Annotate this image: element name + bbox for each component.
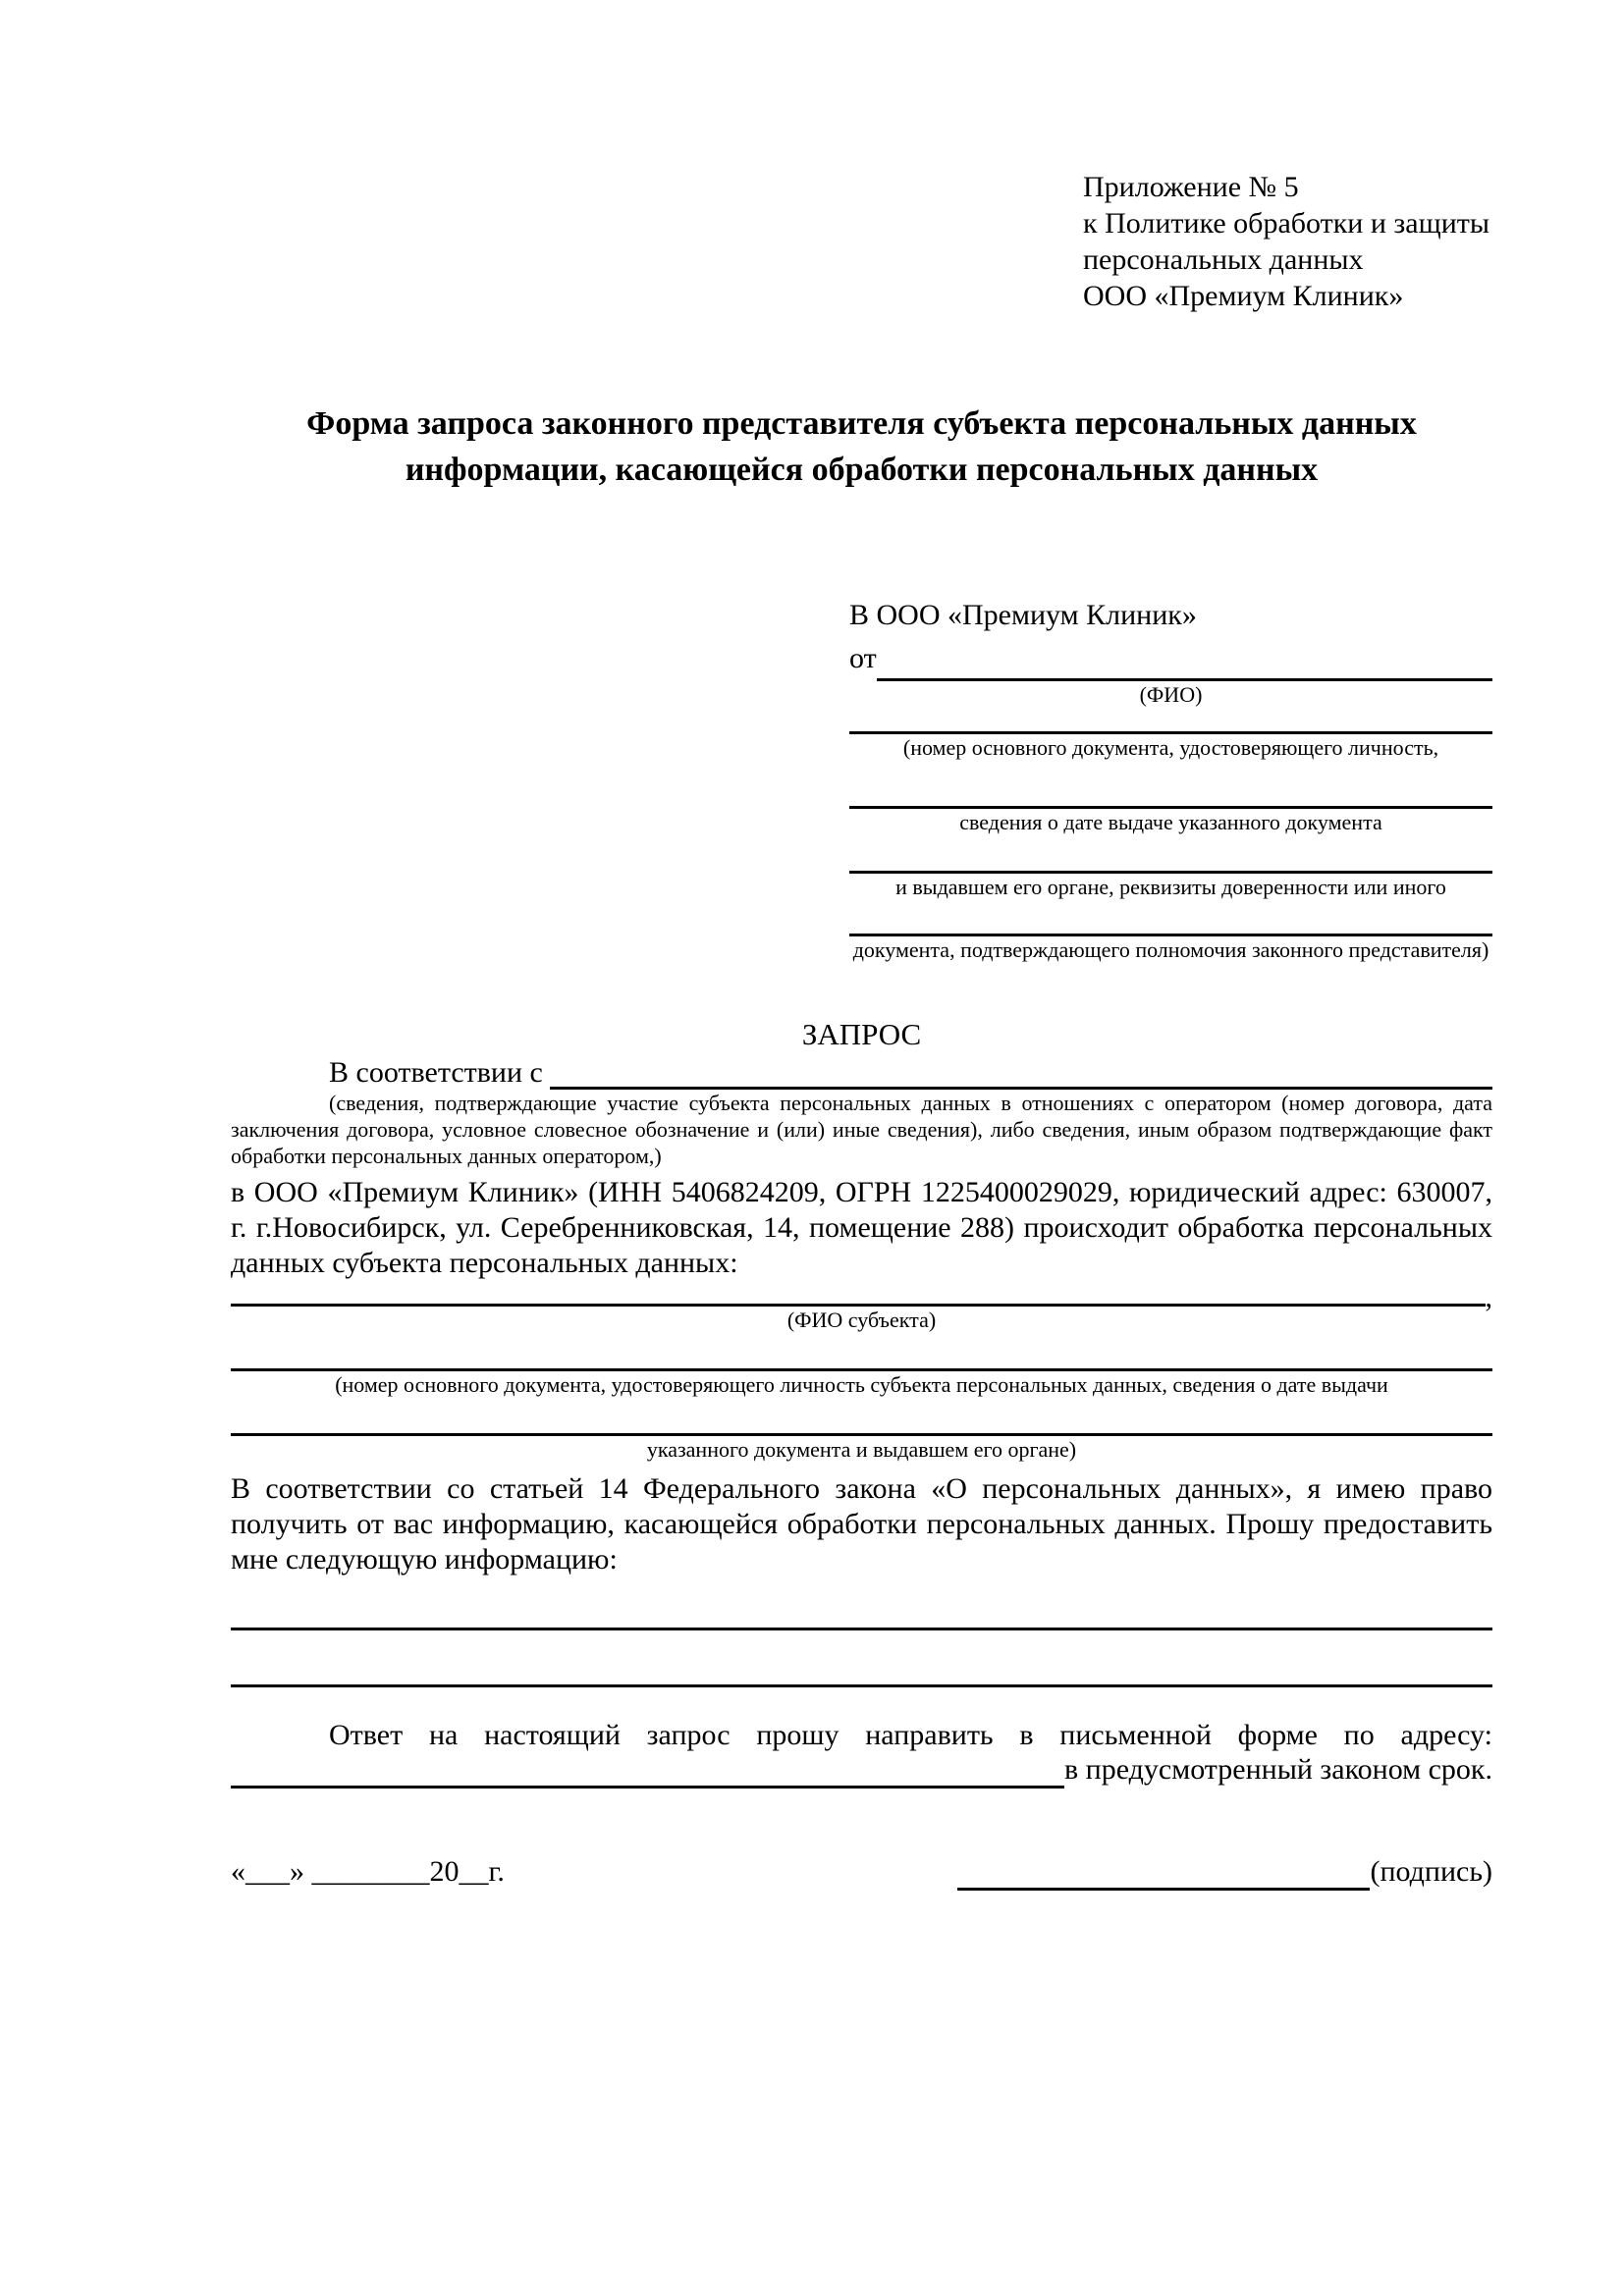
form-title xyxy=(231,400,1492,493)
appendix-block xyxy=(1083,169,1492,314)
subject-fio-write-line xyxy=(231,1281,1486,1307)
line-caption: сведения о дате выдаче указанного документа xyxy=(959,810,1382,834)
from-label: от xyxy=(849,642,877,674)
write-line-representative-doc xyxy=(849,709,1492,734)
write-line-doc-issue-date xyxy=(849,762,1492,809)
write-line-requested-info xyxy=(231,1577,1492,1630)
subject-doc-caption: указанного документа и выдавшем его органе) xyxy=(646,1437,1077,1462)
signature-row xyxy=(231,1853,1492,1891)
reply-tail: в предусмотренный законом срок. xyxy=(1064,1753,1492,1786)
reply-paragraph: Ответ на настоящий запрос прошу направить в письменной форме по адресу: xyxy=(329,1719,1492,1751)
appendix-line: персональных данных xyxy=(1083,243,1364,276)
subject-fio-row xyxy=(231,1281,1492,1313)
signature-caption: (подпись) xyxy=(1370,1855,1492,1888)
appendix-line: ООО «Премиум Клиник» xyxy=(1083,280,1404,312)
signature-write-line xyxy=(957,1853,1370,1891)
date-field: «___» ________20__г. xyxy=(231,1855,505,1888)
fio-caption: (ФИО) xyxy=(1139,682,1203,707)
appendix-line: к Политике обработки и защиты xyxy=(1083,207,1490,240)
signature-area xyxy=(957,1853,1492,1891)
addressee-to: В ООО «Премиум Клиник» xyxy=(849,599,1197,631)
reply-address-row xyxy=(231,1753,1492,1789)
law-paragraph: В соответствии со статьей 14 Федерального закона «О персональных данных», я имею право получить от вас информацию, касающейся обработки персональных данных. Прошу предоставить мне следующую информацию: xyxy=(231,1472,1492,1575)
write-line-subject-doc-authority xyxy=(231,1399,1492,1436)
accordance-caption: (сведения, подтверждающие участие субъекта персональных данных в отношениях с оператором (номер договора, дата заключения договора, условное словесное обозначение и (или) иные сведения), либо сведения, иным образом подтверждающие факт обработки персональных данных оператором,) xyxy=(231,1091,1492,1168)
reply-address-write-line xyxy=(231,1753,1064,1789)
accordance-label: В соответствии с xyxy=(329,1056,543,1089)
line-caption: (номер основного документа, удостоверяющего личность, xyxy=(902,735,1439,760)
write-line-requested-info xyxy=(231,1630,1492,1687)
appendix-line: Приложение № 5 xyxy=(1083,171,1299,203)
write-line-subject-doc xyxy=(231,1334,1492,1371)
addressee-block xyxy=(849,597,1492,964)
subject-fio-caption: (ФИО субъекта) xyxy=(786,1308,937,1332)
form-title-line: Форма запроса законного представителя субъекта персональных данных xyxy=(306,405,1417,442)
request-heading: ЗАПРОС xyxy=(801,1017,922,1051)
accordance-row xyxy=(231,1056,1492,1090)
write-line-power-of-attorney xyxy=(849,901,1492,936)
accordance-write-line xyxy=(550,1056,1492,1090)
subject-doc-caption: (номер основного документа, удостоверяющего личность субъекта персональных данных, сведения о дате выдачи xyxy=(335,1372,1388,1397)
line-caption: документа, подтверждающего полномочия законного представителя) xyxy=(852,937,1489,962)
write-line-issuing-authority xyxy=(849,836,1492,874)
from-write-line xyxy=(877,640,1492,681)
line-caption: и выдавшем его органе, реквизиты доверенности или иного xyxy=(895,875,1446,899)
document-content xyxy=(0,169,1624,1891)
from-row xyxy=(849,640,1492,681)
form-title-line: информации, касающейся обработки персональных данных xyxy=(405,452,1319,488)
trailing-comma: , xyxy=(1485,1281,1492,1313)
operator-paragraph: в ООО «Премиум Клиник» (ИНН 5406824209, ОГРН 1225400029029, юридический адрес: 630007, г. г.Новосибирск, ул. Серебренниковская, 14, помещение 288) происходит обработка персональных данных субъекта персональных данных: xyxy=(231,1176,1492,1279)
